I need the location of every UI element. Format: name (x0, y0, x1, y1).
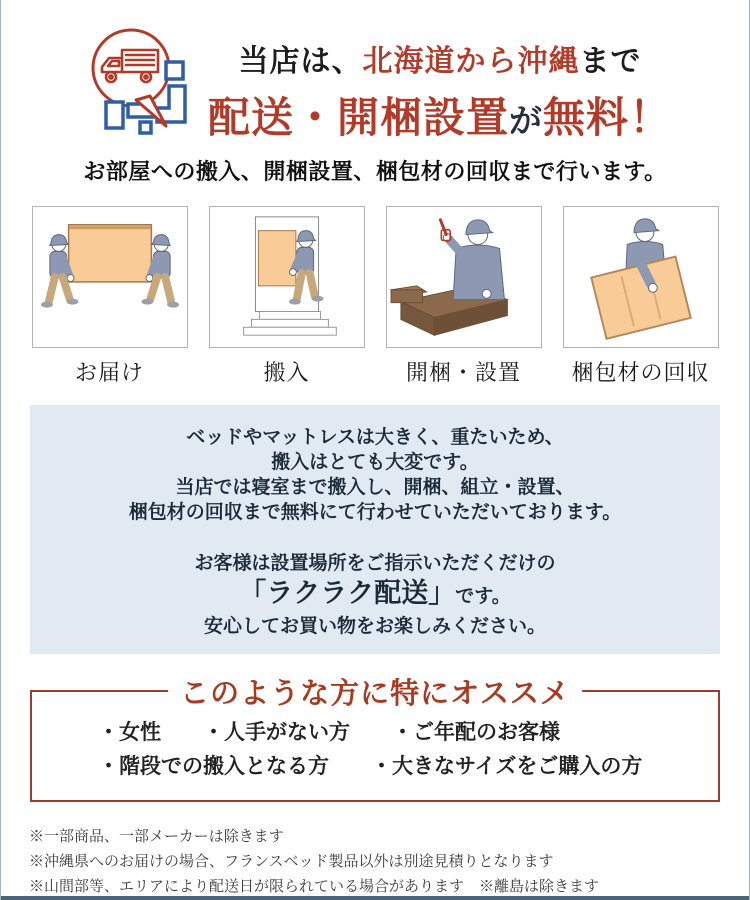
headline-region-highlight: 北海道から沖縄 (362, 45, 580, 78)
info-line: お客様は設置場所をご指示いただくだけの (194, 553, 556, 574)
subtitle: お部屋への搬入、開梱設置、梱包材の回収まで行います。 (83, 159, 667, 184)
headline-pre: 当店は、 (238, 45, 363, 78)
step-label-unpack-setup: 開梱・設置 (405, 360, 521, 385)
step-card-delivery (32, 206, 188, 387)
rakuraku-highlight: 「ラクラク配送」 (239, 578, 456, 608)
bottom-divider-bar (1, 896, 749, 900)
info-line: 当店では寝室まで搬入し、開梱、組立・設置、 (175, 477, 575, 498)
info-line: 梱包材の回収まで無料にて行わせていただいております。 (128, 502, 622, 523)
footnote: ※沖縄県へのお届けの場合、フランスベッド製品以外は別途見積りとなります (29, 853, 554, 870)
carry-in-illustration (209, 206, 365, 348)
rakuraku-suffix: です。 (455, 586, 511, 607)
delivery-illustration (32, 206, 188, 348)
info-line: 安心してお買い物をお楽しみください。 (203, 616, 546, 637)
step-label-carry-in: 搬入 (263, 360, 310, 385)
step-card-unpack-setup (386, 206, 542, 387)
paragraph-gap (30, 525, 720, 551)
recommend-box (30, 678, 720, 802)
delivery-steps (1, 206, 749, 387)
packing-collection-illustration (563, 206, 719, 348)
worker-assembly-icon (387, 207, 541, 347)
footnote: ※山間部等、エリアにより配送日が限られている場合があります ※離島は除きます (29, 878, 600, 895)
footnote: ※一部商品、一部メーカーは除きます (29, 828, 284, 845)
info-line: ベッドやマットレスは大きく、重たいため、 (186, 427, 564, 448)
unpack-setup-illustration (386, 206, 542, 348)
headline-post: まで (579, 45, 642, 78)
recommend-row: ・女性 ・人手がない方 ・ご年配のお客様 (98, 721, 560, 744)
headline-service: 配送・開梱設置 (207, 94, 509, 141)
truck-speech-bubble-icon (78, 28, 200, 146)
step-label-delivery: お届け (74, 360, 144, 385)
headline (208, 28, 672, 145)
rakuraku-delivery-line (30, 576, 720, 614)
delivery-truck-japan-map-icon (78, 28, 200, 146)
worker-doorway-icon (210, 207, 364, 347)
recommend-title: このような方に特にオススメ (168, 671, 582, 712)
footnotes (29, 824, 749, 899)
header (1, 0, 749, 146)
step-card-carry-in (209, 206, 365, 387)
headline-line2 (208, 85, 672, 145)
service-description-box (30, 405, 720, 654)
step-label-packing-collection: 梱包材の回収 (571, 360, 710, 385)
headline-free: 無料！ (543, 94, 673, 141)
recommend-row: ・階段での搬入となる方 ・大きなサイズをご購入の方 (98, 755, 643, 778)
info-line: 搬入はとても大変です。 (271, 452, 479, 473)
two-workers-carrying-box-icon (33, 207, 187, 347)
headline-line1 (208, 36, 672, 80)
headline-particle: が (509, 102, 543, 139)
step-card-packing-collection (563, 206, 719, 387)
worker-cardboard-icon (564, 207, 718, 347)
